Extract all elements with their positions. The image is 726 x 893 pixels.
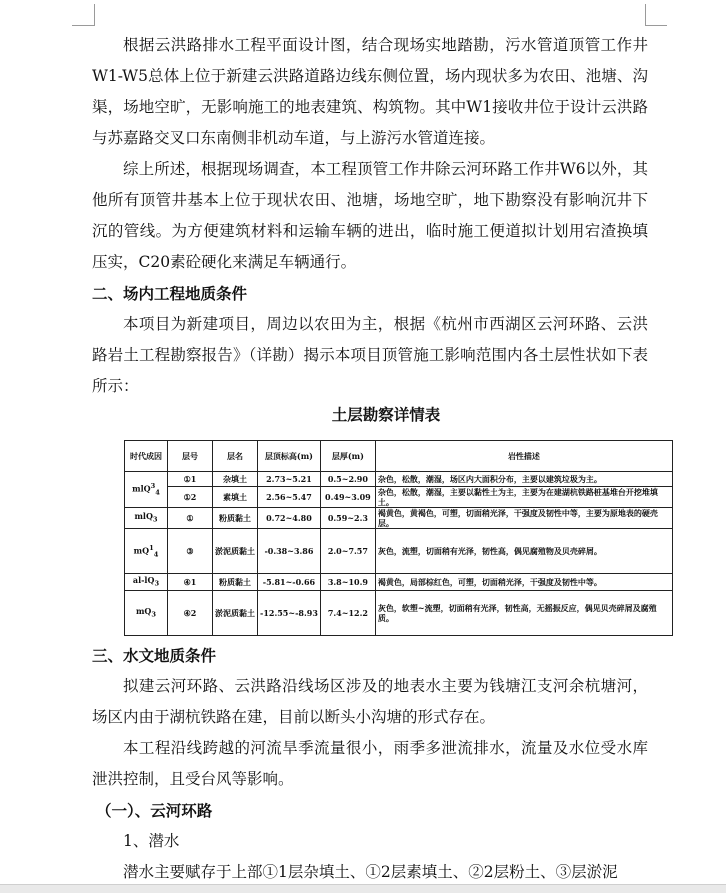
table-row <box>125 529 673 574</box>
body-paragraph: 本工程沿线跨越的河流旱季流量很小，雨季多泄流排水，流量及水位受水库泄洪控制，且受台风等影响。 <box>92 739 648 788</box>
table-cell-description: 灰色，软塑~流塑，切面稍有光泽，韧性高，无摇振反应，偶见贝壳碎屑及腐殖质。 <box>375 591 672 636</box>
table-header-cell: 层厚(m) <box>320 441 375 472</box>
margin-corner-mark <box>94 4 95 26</box>
table-row <box>125 487 673 508</box>
table-cell-name: 淤泥质黏土 <box>213 529 258 574</box>
table-cell-era: mlQ$^3_4$ <box>125 472 168 508</box>
table-cell-name: 粉质黏土 <box>213 508 258 529</box>
table-row <box>125 472 673 487</box>
table-cell-name: 粉质黏土 <box>213 574 258 591</box>
body-paragraph: 拟建云河环路、云洪路沿线场区涉及的地表水主要为钱塘江支河余杭塘河，场区内由于湖杭铁路在建，目前以断头小沟塘的形式存在。 <box>92 677 648 726</box>
section-heading: 三、水文地质条件 <box>92 646 217 665</box>
table-header-cell: 层名 <box>213 441 258 472</box>
table-cell-layer: ①2 <box>168 487 213 508</box>
table-cell-description: 杂色，松散，潮湿，场区内大面积分布，主要以建筑垃圾为主。 <box>375 472 672 487</box>
body-paragraph: 本项目为新建项目，周边以农田为主，根据《杭州市西湖区云河环路、云洪路岩土工程勘察报告》（详勘）揭示本项目顶管施工影响范围内各土层性状如下表所示： <box>92 315 648 395</box>
margin-corner-mark <box>645 4 646 26</box>
table-cell-top: -0.38~3.86 <box>258 529 321 574</box>
margin-corner-mark <box>72 25 94 26</box>
document-body <box>92 30 648 402</box>
table-cell-layer: ①1 <box>168 472 213 487</box>
table-cell-name: 淤泥质黏土 <box>213 591 258 636</box>
table-cell-description: 褐黄色，黄褐色，可塑，切面稍光泽，干强度及韧性中等，主要为原地表的硬壳层。 <box>375 508 672 529</box>
table-cell-top: -5.81~-0.66 <box>258 574 321 591</box>
table-cell-thickness: 0.59~2.3 <box>320 508 375 529</box>
table-cell-description: 灰色，流塑，切面稍有光泽，韧性高，偶见腐殖物及贝壳碎屑。 <box>375 529 672 574</box>
table-cell-top: -12.55~-8.93 <box>258 591 321 636</box>
table-cell-thickness: 2.0~7.57 <box>320 529 375 574</box>
table-cell-thickness: 0.49~3.09 <box>320 487 375 508</box>
table-header-cell: 层顶标高(m) <box>258 441 321 472</box>
document-body-lower <box>92 640 648 888</box>
table-cell-era: $al-lQ_3$ <box>125 574 168 591</box>
table-cell-era: mlQ$_3$ <box>125 508 168 529</box>
table-cell-top: 2.56~5.47 <box>258 487 321 508</box>
table-cell-name: 杂填土 <box>213 472 258 487</box>
section-heading: 二、场内工程地质条件 <box>92 284 248 303</box>
table-cell-top: 2.73~5.21 <box>258 472 321 487</box>
table-row <box>125 508 673 529</box>
body-paragraph: 综上所述，根据现场调查，本工程顶管工作井除云河环路工作井W6以外，其他所有顶管井基本上位于现状农田、池塘，场地空旷，地下勘察没有影响沉井下沉的管线。为方便建筑材料和运输车辆的进出，临时施工便道拟计划用宕渣换填压实，C20素砼硬化来满足车辆通行。 <box>92 160 648 271</box>
table-header-cell: 时代成因 <box>125 441 168 472</box>
table-cell-description: 杂色，松散，潮湿，主要以黏性土为主，主要为在建湖杭铁路桩基堆台开挖堆填土。 <box>375 487 672 508</box>
body-paragraph: 根据云洪路排水工程平面设计图，结合现场实地踏勘，污水管道顶管工作井W1-W5总体上位于新建云洪路道路边线东侧位置，场内现状多为农田、池塘、沟渠，场地空旷，无影响施工的地表建筑、构筑物。其中W1接收井位于设计云洪路与苏嘉路交叉口东南侧非机动车道，与上游污水管道连接。 <box>92 36 648 147</box>
table-cell-thickness: 0.5~2.90 <box>320 472 375 487</box>
table-cell-layer: ④2 <box>168 591 213 636</box>
table-cell-name: 素填土 <box>213 487 258 508</box>
table-cell-layer: ③ <box>168 529 213 574</box>
table-header-cell: 层号 <box>168 441 213 472</box>
subsection-heading: （一）、云河环路 <box>96 801 213 820</box>
table-header-cell: 岩性描述 <box>375 441 672 472</box>
table-title: 土层勘察详情表 <box>331 405 441 424</box>
table-row <box>125 591 673 636</box>
margin-corner-mark <box>645 25 667 26</box>
table-cell-layer: ④1 <box>168 574 213 591</box>
table-cell-era: $mQ_3$ <box>125 591 168 636</box>
list-item-heading: 1、潜水 <box>123 832 180 850</box>
table-cell-era: $mQ^1_4$ <box>125 529 168 574</box>
body-paragraph: 潜水主要赋存于上部①1层杂填土、①2层素填土、②2层粉土、③层淤泥 <box>123 863 618 881</box>
table-cell-top: 0.72~4.80 <box>258 508 321 529</box>
table-cell-thickness: 3.8~10.9 <box>320 574 375 591</box>
table-row <box>125 574 673 591</box>
table-cell-thickness: 7.4~12.2 <box>320 591 375 636</box>
table-cell-description: 褐黄色，局部棕红色，可塑，切面稍光泽，干强度及韧性中等。 <box>375 574 672 591</box>
soil-layer-table <box>124 440 673 636</box>
table-cell-layer: ① <box>168 508 213 529</box>
